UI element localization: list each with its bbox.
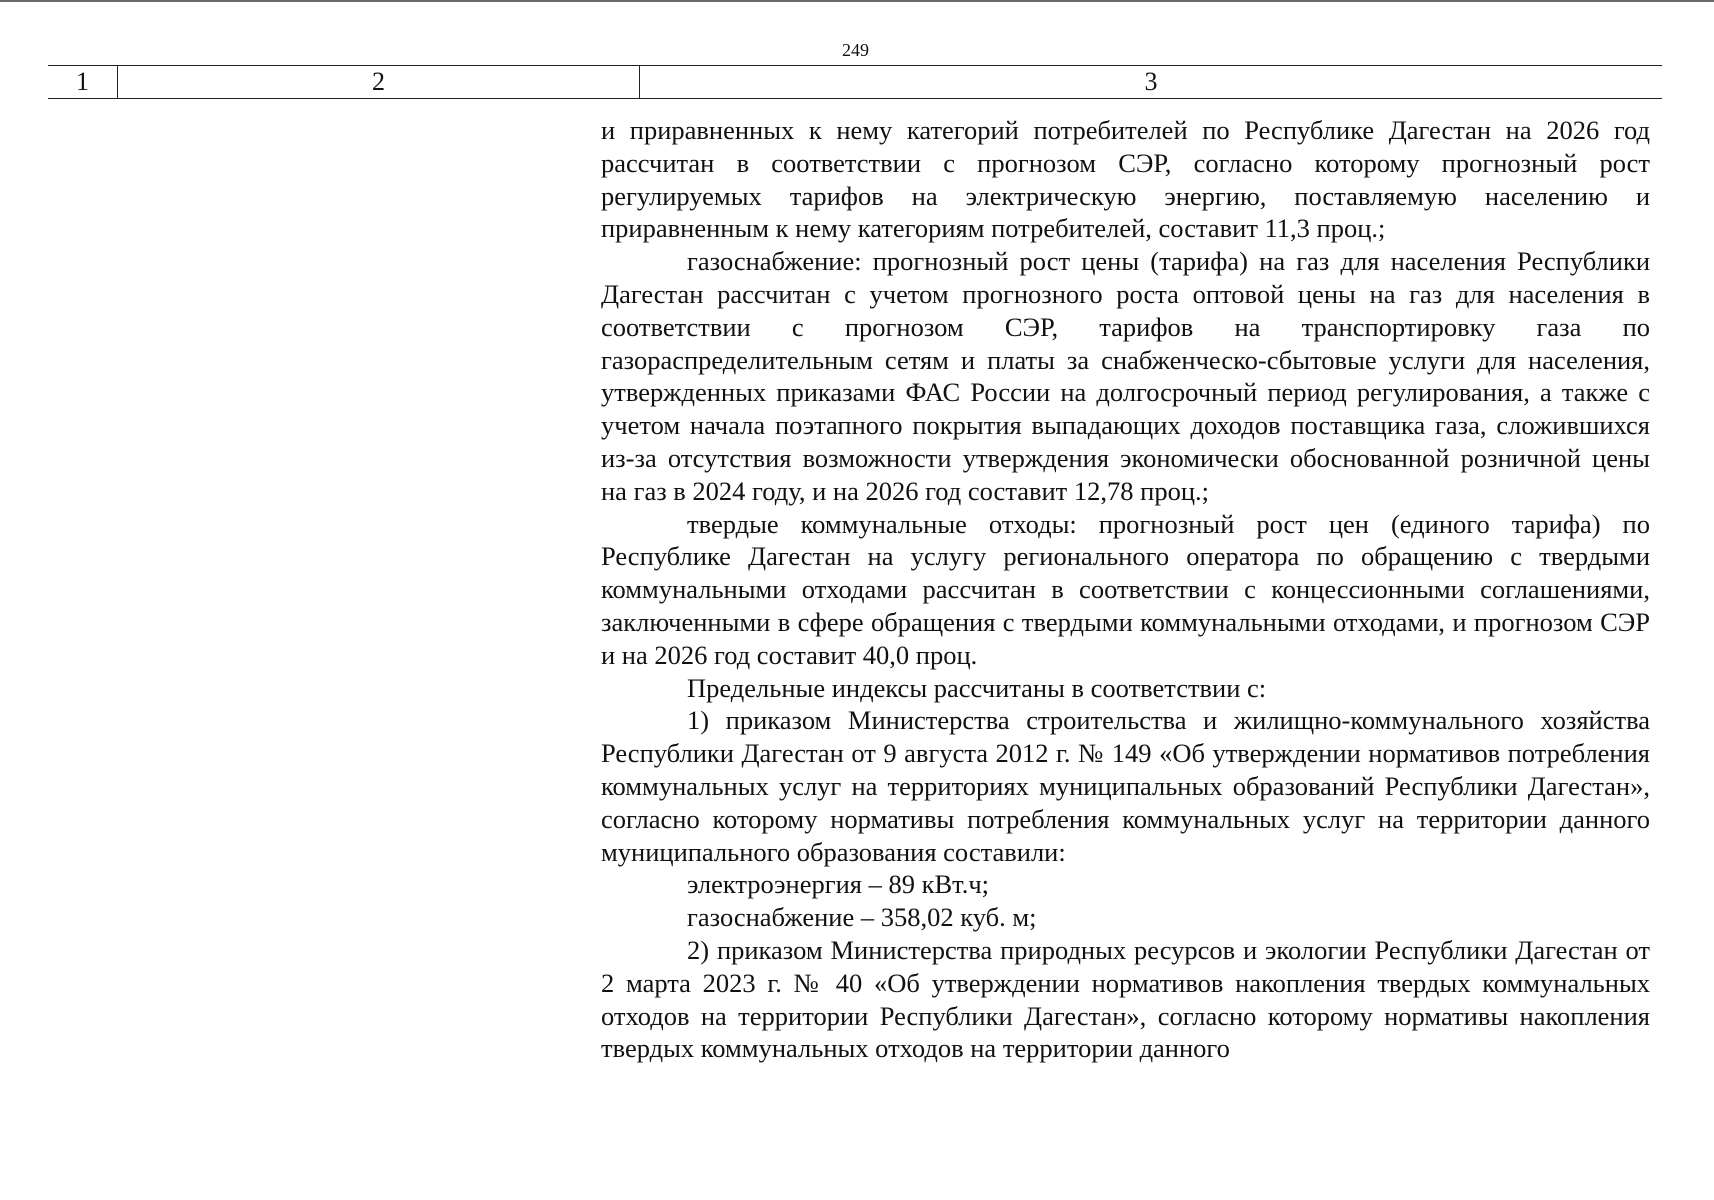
document-body bbox=[601, 114, 1650, 1065]
table-header-row bbox=[48, 65, 1662, 99]
page-top-edge bbox=[0, 0, 1714, 2]
table-header-col-1: 1 bbox=[48, 66, 118, 98]
paragraph-electricity-continuation: и приравненных к нему категорий потребителей по Республике Дагестан на 2026 год рассчитан в соответствии с прогнозом СЭР, согласно которому прогнозный рост регулируемых тарифов на электрическую энергию, поставляемую населению и приравненным к нему категориям потребителей, составит 11,3 проц.; bbox=[601, 115, 1650, 244]
paragraph-gas-supply: газоснабжение: прогнозный рост цены (тарифа) на газ для населения Республики Дагестан рассчитан с учетом прогнозного роста оптовой цены на газ для населения в соответствии с прогнозом СЭР, тарифов на транспортировку газа по газораспределительным сетям и платы за снабженческо-сбытовые услуги для населения, утвержденных приказами ФАС России на долгосрочный период регулирования, а также с учетом начала поэтапного покрытия выпадающих доходов поставщика газа, сложившихся из-за отсутствия возможности утверждения экономически обоснованной розничной цены на газ в 2024 году, и на 2026 год составит 12,78 проц.; bbox=[601, 246, 1650, 506]
paragraph-order-ecology: 2) приказом Министерства природных ресурсов и экологии Республики Дагестан от 2 марта 2023 г. № 40 «Об утверждении нормативов накопления твердых коммунальных отходов на территории Республики Дагестан», согласно которому нормативы накопления твердых коммунальных отходов на территории данного bbox=[601, 934, 1650, 1064]
paragraph-norm-electricity: электроэнергия – 89 кВт.ч; bbox=[687, 869, 990, 900]
paragraph-indices-intro: Предельные индексы рассчитаны в соответствии с: bbox=[687, 672, 1267, 703]
table-header-col-2: 2 bbox=[118, 66, 640, 98]
table-header-col-3: 3 bbox=[1144, 67, 1158, 96]
paragraph-solid-waste: твердые коммунальные отходы: прогнозный рост цен (единого тарифа) по Республике Дагестан на услугу регионального оператора по обращению с твердыми коммунальными отходами рассчитан в соответствии с концессионными соглашениями, заключенными в сфере обращения с твердыми коммунальными отходами, и прогнозом СЭР и на 2026 год составит 40,0 проц. bbox=[601, 508, 1650, 670]
paragraph-norm-gas: газоснабжение – 358,02 куб. м; bbox=[687, 902, 1037, 933]
paragraph-order-construction: 1) приказом Министерства строительства и жилищно-коммунального хозяйства Республики Дагестан от 9 августа 2012 г. № 149 «Об утверждении нормативов потребления коммунальных услуг на территориях муниципальных образований Республики Дагестан», согласно которому нормативы потребления коммунальных услуг на территории данного муниципального образования составили: bbox=[601, 705, 1650, 867]
page-number: 249 bbox=[842, 40, 869, 60]
